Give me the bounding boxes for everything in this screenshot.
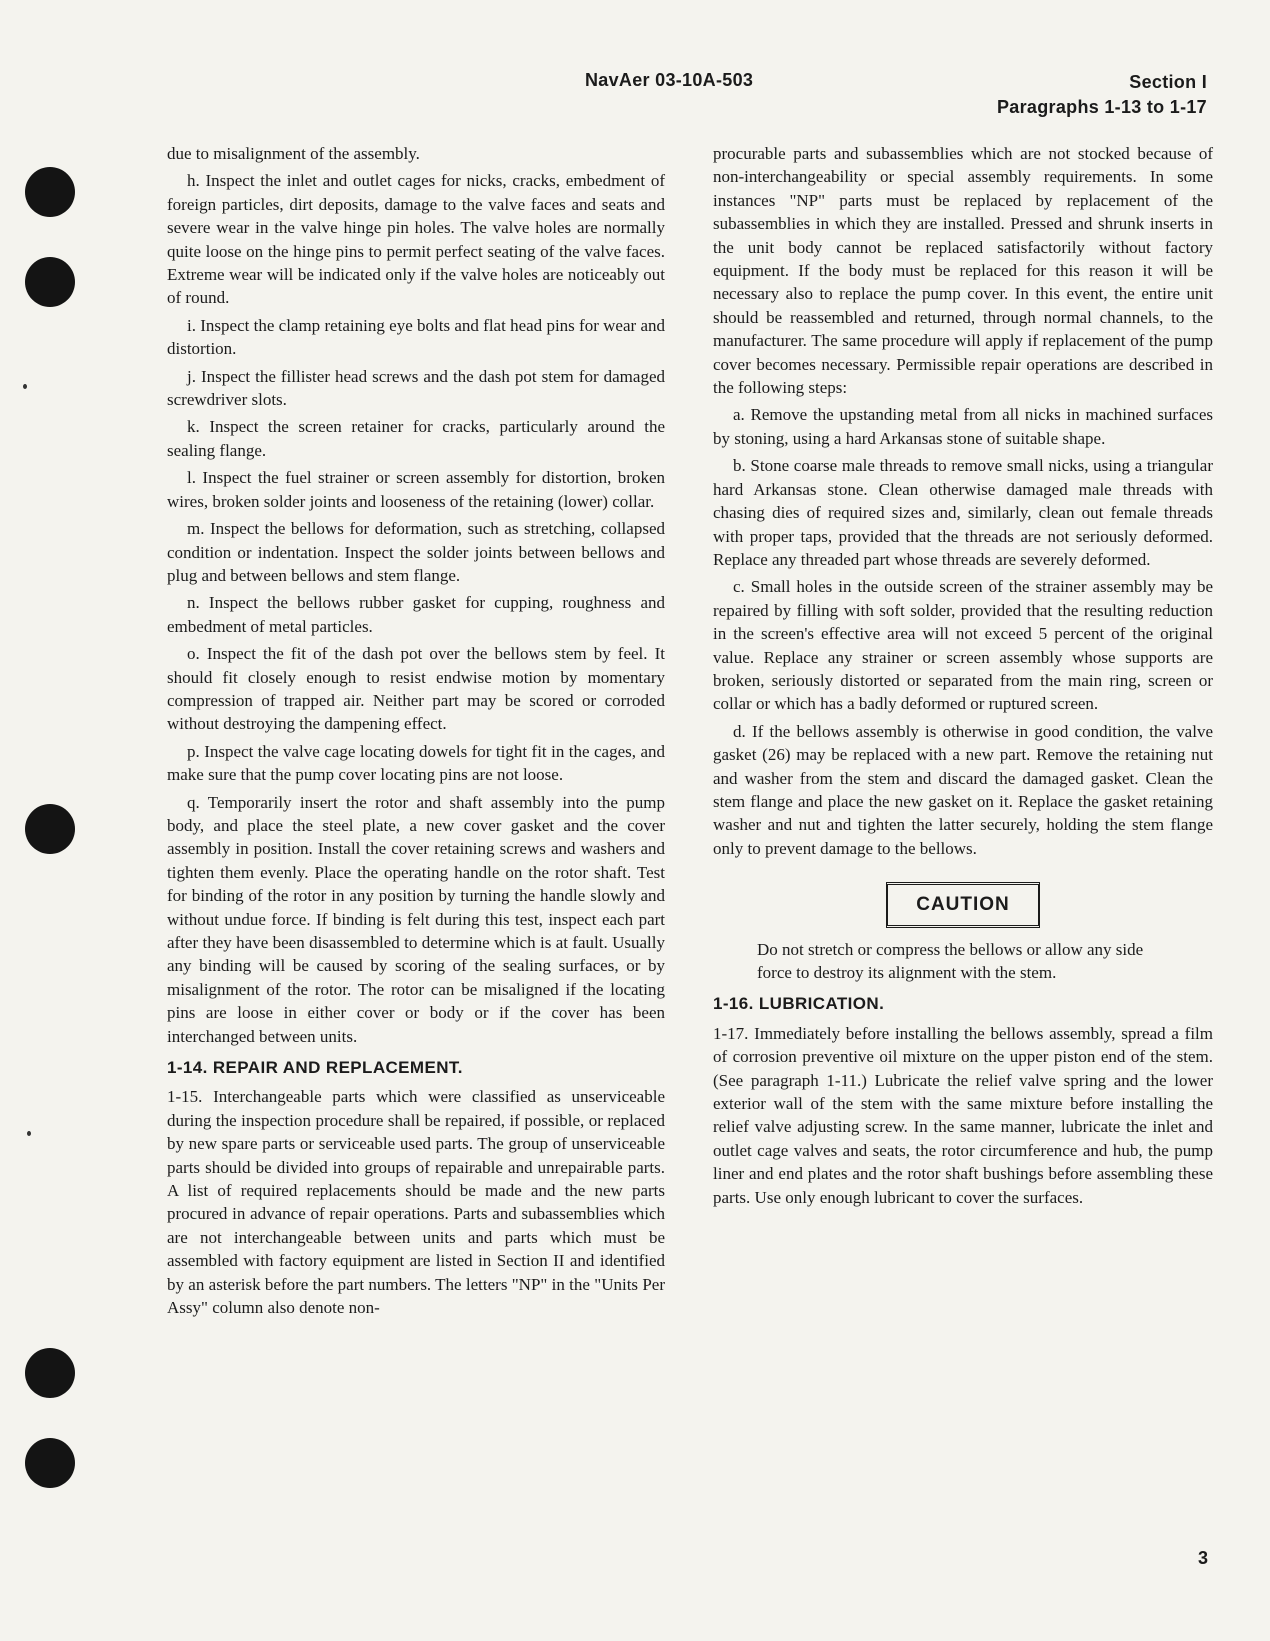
paragraph-continuation: procurable parts and subassemblies which are not stocked because of non-interchangeability or special assembly requirements. In some instances "NP" parts must be replaced by replacement of the subassemblies in which they are installed. Pressed and shrunk inserts in the unit body cannot be replaced satisfactorily without factory equipment. If the body must be replaced for this reason it will be necessary also to replace the pump cover. In this event, the entire unit should be reassembled and returned, through normal channels, to the manufacturer. The same procedure will apply if replacement of the pump cover becomes necessary. Permissible repair operations are described in the following steps: <box>713 144 1213 398</box>
step-o: o. Inspect the fit of the dash pot over the bellows stem by feel. It should fit closely enough to resist endwise motion by momentary compression of trapped air. Neither part may be scored or corroded without destroying the dampening effect. <box>167 644 665 734</box>
binder-hole <box>25 257 75 307</box>
step-d: d. If the bellows assembly is otherwise in good condition, the valve gasket (26) may be replaced with a new part. Remove the retaining nut and washer from the stem and discard the damaged gasket. Clean the stem flange and place the new gasket on it. Replace the gasket retaining washer and nut and tighten the latter securely, holding the stem flange only to prevent damage to the bellows. <box>713 721 1213 858</box>
step-k: k. Inspect the screen retainer for cracks, particularly around the sealing flange. <box>167 417 665 460</box>
left-column <box>167 142 665 1324</box>
step-c: c. Small holes in the outside screen of the strainer assembly may be repaired by filling with soft solder, provided that the resulting reduction in the screen's effective area will not exceed 5 percent of the original value. Replace any strainer or screen assembly whose supports are broken, seriously distorted or separated from the main ring, screen or collar or which has a badly deformed or ruptured screen. <box>713 577 1213 714</box>
caution-block <box>713 882 1213 927</box>
page-speck <box>23 384 27 389</box>
heading-repair-replacement: 1-14. REPAIR AND REPLACEMENT. <box>167 1058 463 1078</box>
step-j: j. Inspect the fillister head screws and the dash pot stem for damaged screwdriver slots. <box>167 366 665 410</box>
step-l: l. Inspect the fuel strainer or screen assembly for distortion, broken wires, broken solder joints and looseness of the retaining (lower) collar. <box>167 468 665 511</box>
binder-hole <box>25 804 75 854</box>
binder-hole <box>25 167 75 217</box>
paragraph-continuation: due to misalignment of the assembly. <box>167 144 420 163</box>
doc-number: NavAer 03-10A-503 <box>585 70 754 90</box>
step-p: p. Inspect the valve cage locating dowels for tight fit in the cages, and make sure that the pump cover locating pins are not loose. <box>167 741 665 785</box>
section-label: Section I <box>1129 72 1207 92</box>
caution-text: Do not stretch or compress the bellows or allow any side force to destroy its alignment with the stem. <box>757 939 1144 982</box>
step-h: h. Inspect the inlet and outlet cages for nicks, cracks, embedment of foreign particles, dirt deposits, damage to the valve faces and seats and severe wear in the valve hinge pin holes. The valve holes are normally quite loose on the hinge pins to permit perfect seating of the valve faces. Extreme wear will be indicated only if the valve holes are noticeably out of round. <box>167 171 665 308</box>
page-speck <box>27 1131 31 1136</box>
section-info <box>997 70 1207 120</box>
binder-hole <box>25 1348 75 1398</box>
step-n: n. Inspect the bellows rubber gasket for cupping, roughness and embedment of metal particles. <box>167 593 665 636</box>
step-q: q. Temporarily insert the rotor and shaft assembly into the pump body, and place the steel plate, a new cover gasket and the cover assembly in position. Install the cover retaining screws and washers and tighten them evenly. Place the operating handle on the rotor shaft. Test for binding of the rotor in any position by turning the handle slowly and without undue force. If binding is felt during this test, inspect each part after they have been disassembled to determine which is at fault. Usually any binding will be caused by scoring of the sealing surfaces, or by misalignment of the rotor. The rotor can be misaligned if the locating pins are loose in either cover or body or if the cover has been interchanged between units. <box>167 792 665 1046</box>
step-m: m. Inspect the bellows for deformation, such as stretching, collapsed condition or indentation. Inspect the solder joints between bellows and plug and between bellows and stem flange. <box>167 519 665 585</box>
step-b: b. Stone coarse male threads to remove small nicks, using a triangular hard Arkansas stone. Clean otherwise damaged male threads with chasing dies of required sizes and, similarly, clean out female threads with proper taps, provided that the threads are not seriously deformed. Replace any threaded part whose threads are severely deformed. <box>713 456 1213 569</box>
binder-hole <box>25 1438 75 1488</box>
step-i: i. Inspect the clamp retaining eye bolts and flat head pins for wear and distortion. <box>167 315 665 359</box>
step-a: a. Remove the upstanding metal from all nicks in machined surfaces by stoning, using a hard Arkansas stone of suitable shape. <box>713 405 1213 448</box>
paragraph-range: Paragraphs 1-13 to 1-17 <box>997 97 1207 117</box>
paragraph-1-17: 1-17. Immediately before installing the bellows assembly, spread a film of corrosion preventive oil mixture on the upper piston end of the stem. (See paragraph 1-11.) Lubricate the relief valve spring and the lower exterior wall of the stem with the same mixture before installing the relief valve adjusting screw. In the same manner, lubricate the inlet and outlet cage valves and seats, the rotor circumference and hub, the pump liner and end plates and the rotor shaft bushings before assembling these parts. Use only enough lubricant to cover the surfaces. <box>713 1023 1213 1207</box>
paragraph-1-15: 1-15. Interchangeable parts which were classified as unserviceable during the inspection procedure shall be repaired, if possible, or replaced by new spare parts or serviceable used parts. The group of unserviceable parts should be divided into groups of repairable and unrepairable parts. A list of required replacements should be made and the new parts procured in advance of repair operations. Parts and subassemblies which are not interchangeable between units and parts which must be assembled with factory equipment are listed in Section II and identified by an asterisk before the part numbers. The letters "NP" in the "Units Per Assy" column also denote non- <box>167 1087 665 1318</box>
heading-lubrication: 1-16. LUBRICATION. <box>713 994 885 1014</box>
page-number: 3 <box>1197 1548 1208 1568</box>
page-header <box>0 68 1270 118</box>
caution-label: CAUTION <box>886 882 1040 927</box>
right-column <box>713 142 1213 1213</box>
